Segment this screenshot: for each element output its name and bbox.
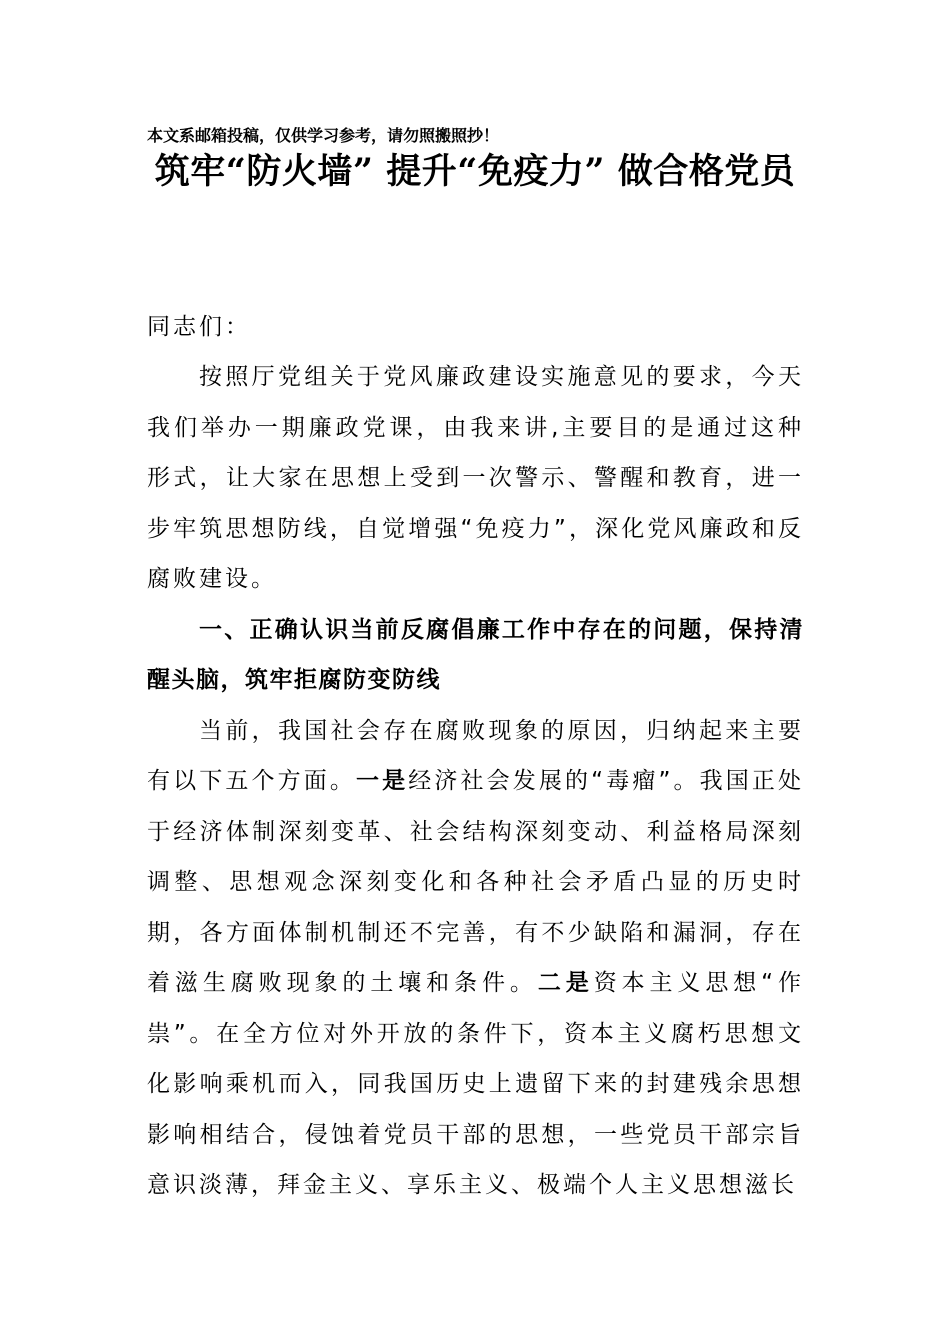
copyright-notice: 本文系邮箱投稿，仅供学习参考，请勿照搬照抄！	[147, 126, 500, 145]
salutation: 同志们：	[147, 314, 251, 340]
point-one-lead: 一是	[356, 768, 409, 794]
intro-paragraph: 按照厅党组关于党风廉政建设实施意见的要求，今天我们举办一期廉政党课，由我来讲,主要目的是通过这种形式，让大家在思想上受到一次警示、警醒和教育，进一步牢筑思想防线，自觉增强“免疫力”，深化党风廉政和反腐败建设。	[147, 364, 804, 592]
paragraph-opening: 当前，我国社会存在腐败现象的原因，归纳起来主要有以下五个方面。	[147, 717, 804, 794]
point-two-text: 资本主义思想“作祟”。在全方位对外开放的条件下，资本主义腐朽思想文化影响乘机而入，同我国历史上遗留下来的封建残余思想影响相结合，侵蚀着党员干部的思想，一些党员干部宗旨意识淡薄，拜金主义、享乐主义、极端个人主义思想滋长	[147, 970, 805, 1198]
section-heading: 一、正确认识当前反腐倡廉工作中存在的问题，保持清醒头脑，筑牢拒腐防变防线	[147, 616, 804, 693]
point-two-lead: 二是	[537, 970, 594, 996]
document-body	[147, 352, 804, 1211]
section-paragraph	[147, 706, 804, 1211]
document-title: 筑牢“防火墙” 提升“免疫力” 做合格党员	[154, 151, 796, 192]
point-one-text: 经济社会发展的“毒瘤”。我国正处于经济体制深刻变革、社会结构深刻变动、利益格局深刻调整、思想观念深刻变化和各种社会矛盾凸显的历史时期，各方面体制机制还不完善，有不少缺陷和漏洞，存在着滋生腐败现象的土壤和条件。	[147, 768, 805, 996]
